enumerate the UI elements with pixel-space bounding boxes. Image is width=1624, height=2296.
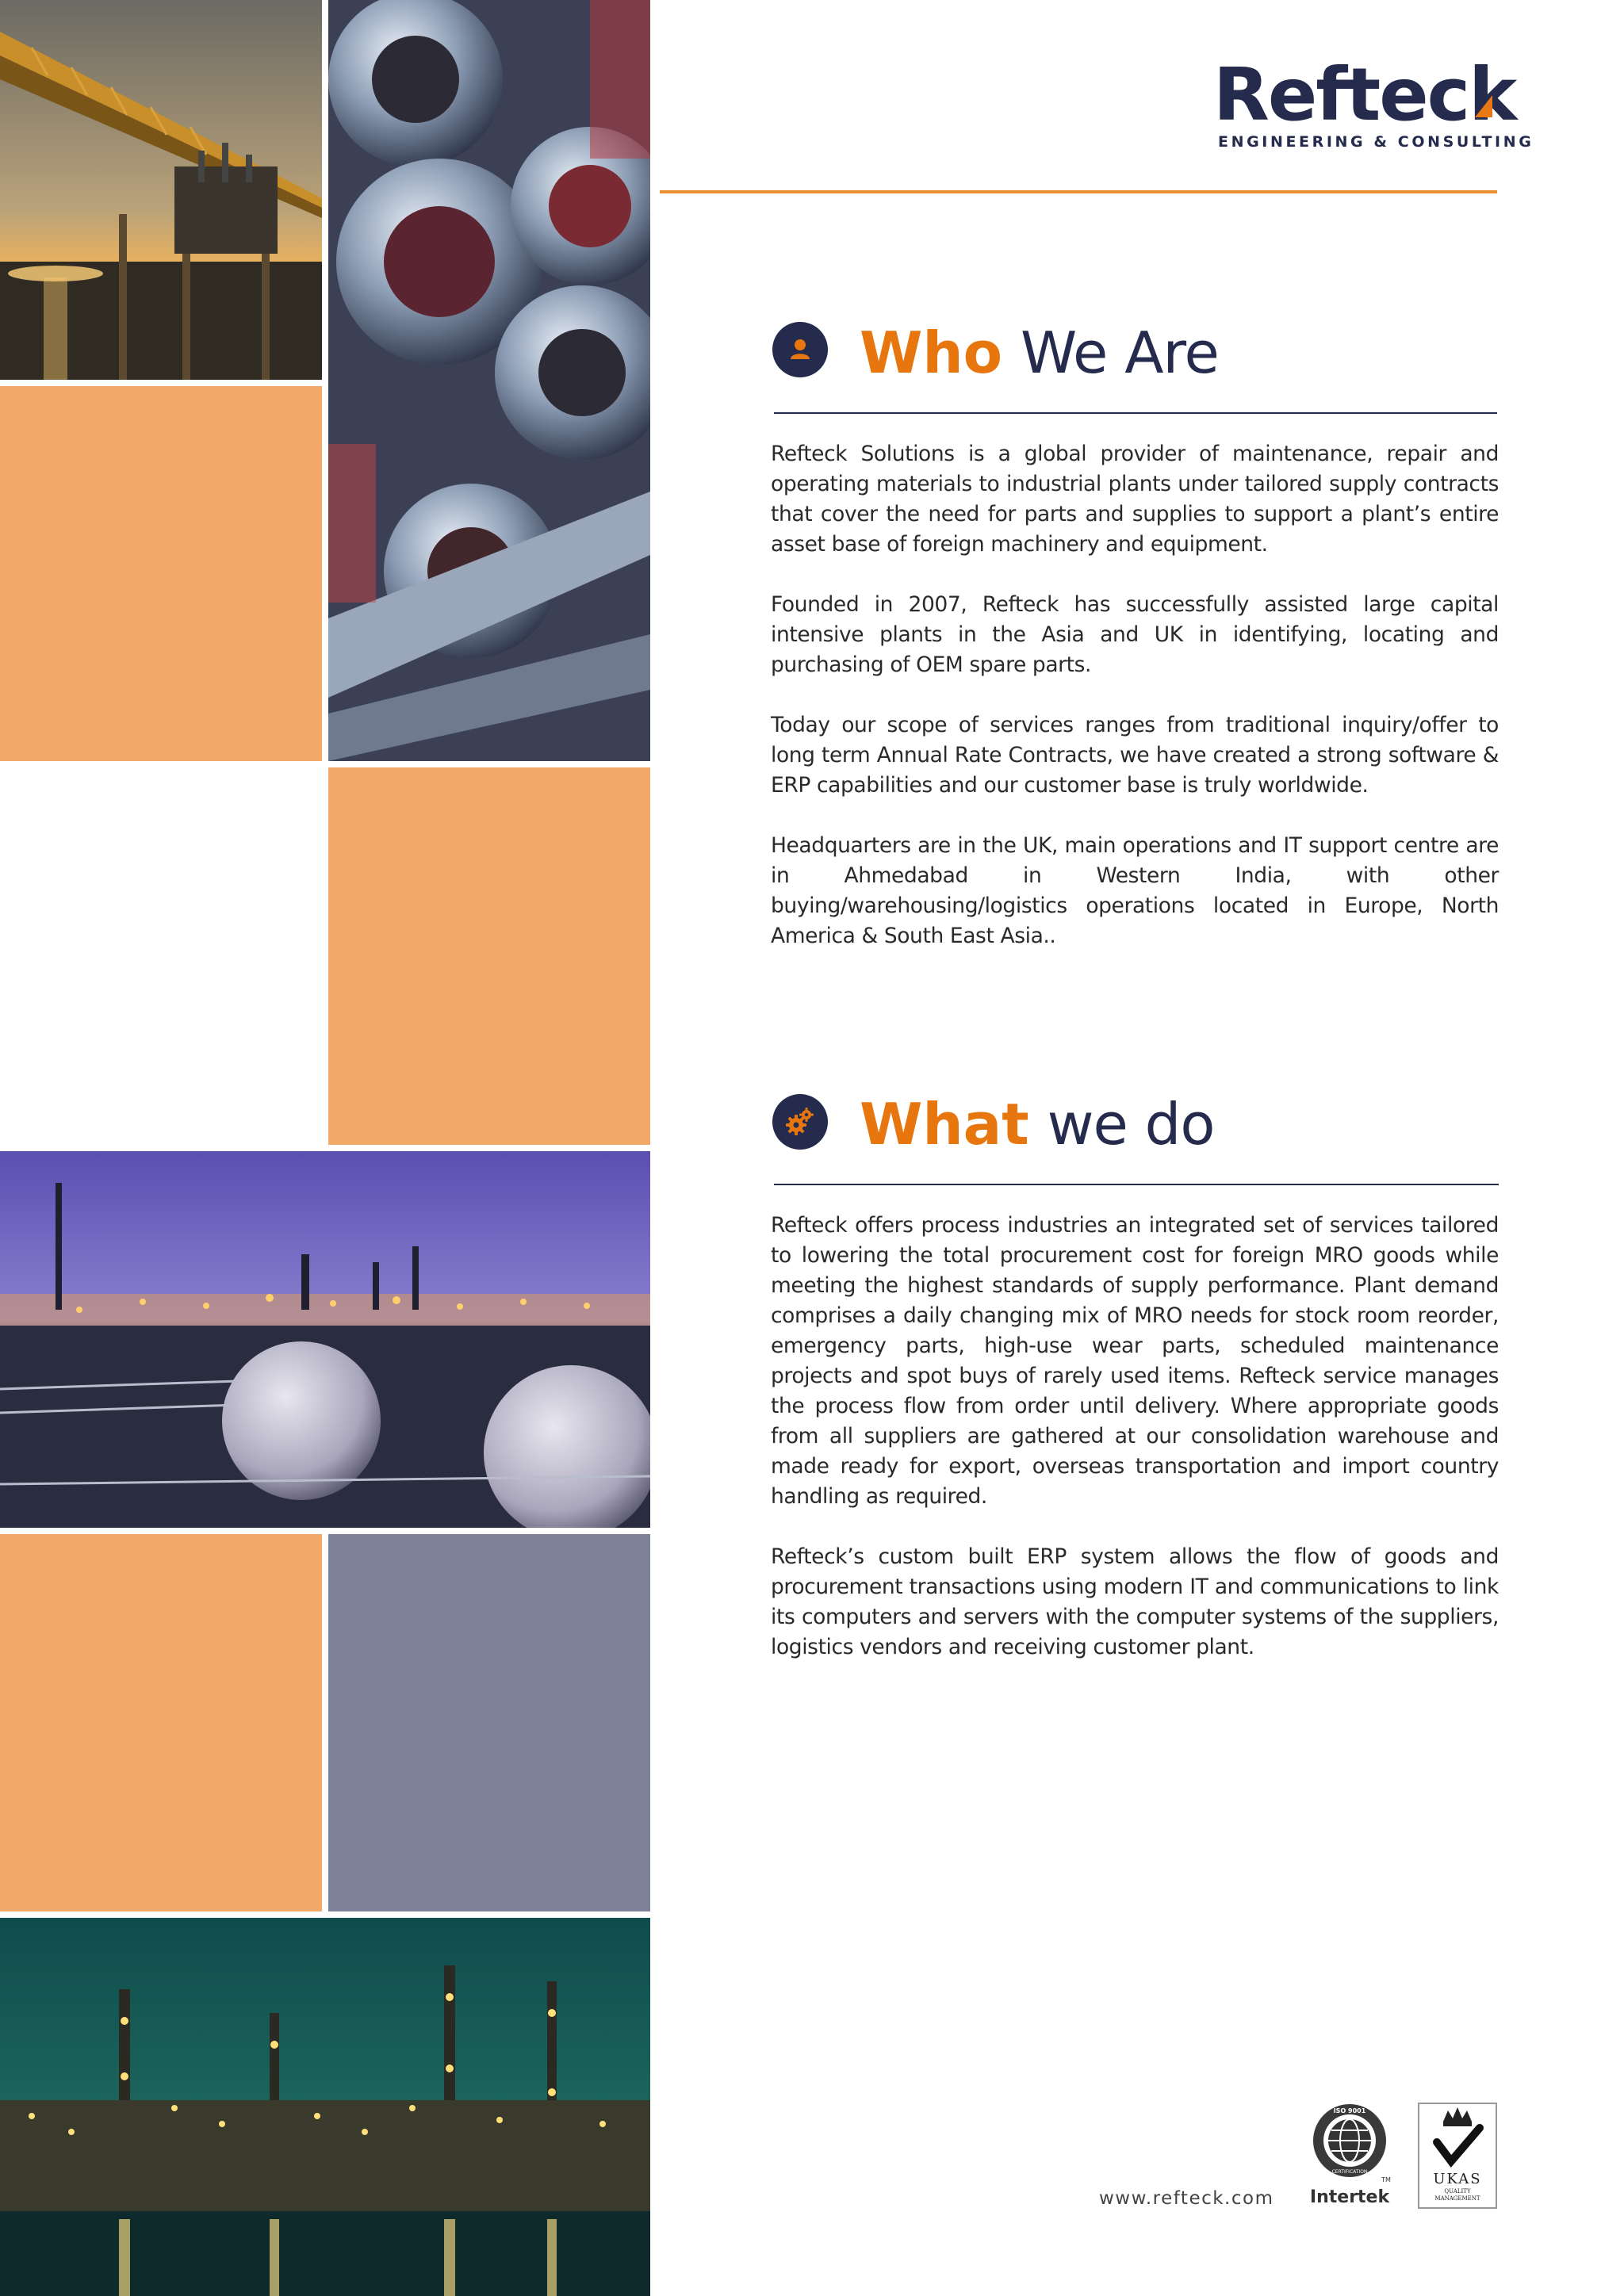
- brand-logo: [1213, 52, 1534, 151]
- ukas-sub-management: MANAGEMENT: [1434, 2195, 1480, 2202]
- website-link[interactable]: www.refteck.com: [1099, 2188, 1274, 2209]
- photo-offshore-platform: [0, 0, 322, 380]
- what-heading-rest: we do: [1047, 1091, 1215, 1158]
- photo-socket-wrenches: [328, 0, 650, 761]
- color-block: [0, 1534, 322, 1911]
- what-body: [771, 1211, 1499, 1693]
- who-paragraph: Founded in 2007, Refteck has successfully assisted large capital intensive plants in the Asia and UK in identifying, locating and purchasing of OEM spare parts.: [771, 592, 1499, 677]
- brand-name: Refteck: [1213, 52, 1516, 137]
- what-heading-strong: What: [860, 1091, 1029, 1158]
- color-block: [328, 1534, 650, 1911]
- who-divider: [774, 412, 1497, 414]
- who-heading-strong: Who: [860, 320, 1003, 386]
- photo-refinery-night: [0, 1151, 650, 1528]
- intertek-ring-label: CERTIFICATION: [1331, 2169, 1368, 2175]
- ukas-sub-quality: QUALITY: [1444, 2188, 1471, 2195]
- color-block: [0, 386, 322, 761]
- photo-refinery-waterfront: [0, 1918, 650, 2296]
- color-block: [328, 767, 650, 1145]
- who-paragraph: Refteck Solutions is a global provider of maintenance, repair and operating materials to industrial plants under tailored supply contracts that cover the need for parts and supplies to support a plant’s entire asset base of foreign machinery and equipment.: [771, 442, 1499, 557]
- who-heading-rest: We Are: [1021, 320, 1219, 386]
- what-paragraph: Refteck’s custom built ERP system allows the flow of goods and procurement transactions using modern IT and communications to link its computers and servers with the computer systems of the suppliers, logistics vendors and receiving customer plant.: [771, 1544, 1499, 1659]
- intertek-tm: TM: [1381, 2176, 1391, 2183]
- brand-tagline: ENGINEERING & CONSULTING: [1218, 133, 1534, 151]
- gears-icon: [772, 1094, 828, 1150]
- header-divider: [660, 190, 1497, 193]
- ukas-label: UKAS: [1433, 2171, 1482, 2187]
- who-paragraph: Headquarters are in the UK, main operations and IT support centre are in Ahmedabad in Western India, with other buying/warehousing/logistics operations located in Europe, North America & South East Asia..: [771, 833, 1499, 948]
- who-heading: [860, 317, 1219, 388]
- intertek-label: Intertek: [1310, 2187, 1390, 2207]
- person-icon: [772, 322, 828, 377]
- what-paragraph: Refteck offers process industries an integrated set of services tailored to lowering the total procurement cost for foreign MRO goods while meeting the highest standards of supply performance. Plant demand comprises a daily changing mix of MRO needs for stock room reorder, emergency parts, high-use wear parts, scheduled maintenance projects and spot buys of rarely used items. Refteck service manages the process flow from order until delivery. Where appropriate goods from all suppliers are gathered at our consolidation warehouse and made ready for export, overseas transportation and import country handling as required.: [771, 1213, 1499, 1509]
- ukas-certification-logo: [1418, 2103, 1497, 2209]
- what-heading: [860, 1089, 1214, 1160]
- intertek-certification-logo: [1310, 2099, 1397, 2210]
- intertek-iso-label: ISO 9001: [1333, 2107, 1366, 2114]
- who-body: [771, 439, 1499, 982]
- logo-accent-mark: [1475, 95, 1492, 117]
- what-divider: [774, 1184, 1499, 1185]
- who-paragraph: Today our scope of services ranges from traditional inquiry/offer to long term Annual Rate Contracts, we have created a strong software & ERP capabilities and our customer base is truly worldwide.: [771, 713, 1499, 798]
